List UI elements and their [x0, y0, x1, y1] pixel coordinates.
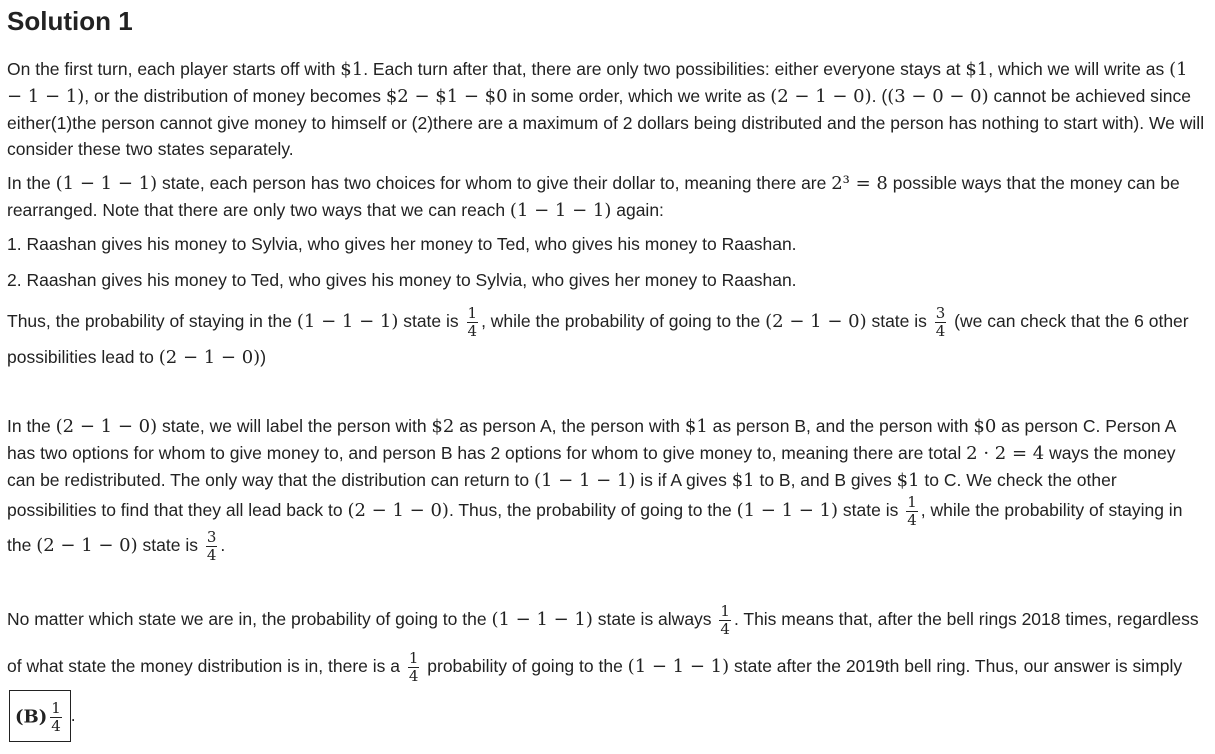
- math-expression: (1 − 1 − 1): [533, 470, 636, 491]
- fraction: $\frac{1}{4}$: [51, 698, 61, 735]
- fraction: $\frac{1}{4}$: [467, 303, 478, 340]
- fraction: $\frac{1}{4}$: [720, 601, 730, 638]
- math-expression: $2 − $1 − $0: [385, 86, 508, 107]
- math-expression: $1: [896, 470, 920, 491]
- math-expression: $2: [431, 416, 455, 437]
- math-expression: (2 − 1 − 0): [347, 500, 449, 522]
- math-expression: (2 − 1 − 0): [158, 346, 261, 368]
- math-expression: (1 − 1 − 1): [7, 59, 1188, 107]
- math-expression: (1 − 1 − 1): [491, 609, 593, 630]
- fraction: $\frac{1}{4}$: [408, 648, 419, 685]
- math-expression: $0: [973, 416, 997, 437]
- paragraph-conclusion: No matter which state we are in, the probability of going to the (1 − 1 − 1) state is always $\frac{1}{4}$ . This means that, after the bell rings 2018 times, regardless of what state the money distribution is in, there is a $\frac{1}{4}$ probability of going to the (1 − 1 − 1) state after the 2019th bell ring. Thus, our answer is simply (B) $\frac{1}{4}$ .: [7, 596, 1207, 742]
- boxed-answer: [9, 690, 71, 742]
- math-expression: (1 − 1 − 1): [509, 200, 612, 221]
- math-expression: 2³ = 8: [831, 173, 888, 194]
- answer-letter: (B): [15, 706, 48, 728]
- fraction: $\frac{1}{4}$: [907, 493, 917, 529]
- math-expression: (2 − 1 − 0): [765, 311, 867, 332]
- math-expression: 2 · 2 = 4: [966, 443, 1045, 464]
- math-expression: $1: [731, 470, 755, 491]
- math-expression: (2 − 1 − 0): [770, 86, 872, 107]
- solution-heading: Solution 1: [7, 6, 133, 36]
- list-item: 1. Raashan gives his money to Sylvia, who gives her money to Ted, who gives his money to Raashan.: [7, 234, 797, 254]
- paragraph-intro: On the first turn, each player starts off with $1. Each turn after that, there are only two possibilities: either everyone stays at $1, which we will write as (1 − 1 − 1), or the distribution of money becomes $2 − $1 − $0 in some order, which we write as (2 − 1 − 0). ((3 − 0 − 0) cannot be achieved since either(1)the person cannot give money to himself or (2)there are a maximum of 2 dollars being distributed and the person has nothing to start with). We will consider these two states separately.: [7, 59, 1205, 159]
- math-expression: (1 − 1 − 1): [736, 500, 839, 522]
- math-expression: (1 − 1 − 1): [627, 656, 730, 677]
- math-expression: (3 − 0 − 0): [887, 86, 989, 107]
- list-item: 2. Raashan gives his money to Ted, who gives his money to Sylvia, who gives her money to Raashan.: [7, 270, 797, 290]
- math-expression: $1: [965, 59, 989, 80]
- paragraph-state-210: In the (2 − 1 − 0) state, we will label the person with $2 as person A, the person with $1 as person B, and the person with $0 as person C. Person A has two options for whom to give money to, and person B has 2 options for whom to give money to, meaning there are total 2 · 2 = 4 ways the money can be redistributed. The only way that the distribution can return to (1 − 1 − 1) is if A gives $1 to B, and B gives $1 to C. We check the other possibilities to find that they all lead back to (2 − 1 − 0). Thus, the probability of going to the (1 − 1 − 1) state is $\frac{1}{4}$ , while the probability of staying in the (2 − 1 − 0) state is $\frac{3}{4}$ .: [7, 416, 1183, 564]
- math-expression: (1 − 1 − 1): [296, 311, 399, 332]
- math-expression: (1 − 1 − 1): [55, 173, 158, 194]
- math-expression: $1: [684, 416, 708, 437]
- math-expression: (2 − 1 − 0): [55, 416, 158, 437]
- fraction: $\frac{3}{4}$: [935, 303, 946, 340]
- paragraph-probability-111: Thus, the probability of staying in the (1 − 1 − 1) state is $\frac{1}{4}$ , while the probability of going to the (2 − 1 − 0) state is $\frac{3}{4}$ (we can check that the 6 other possibilities lead to (2 − 1 − 0)): [7, 303, 1189, 368]
- paragraph-state-111: In the (1 − 1 − 1) state, each person has two choices for whom to give their dollar to, meaning there are 2³ = 8 possible ways that the money can be rearranged. Note that there are only two ways that we can reach (1 − 1 − 1) again:: [7, 173, 1180, 221]
- math-expression: (2 − 1 − 0): [36, 535, 138, 557]
- math-expression: $1: [340, 59, 364, 80]
- fraction: $\frac{3}{4}$: [206, 528, 217, 564]
